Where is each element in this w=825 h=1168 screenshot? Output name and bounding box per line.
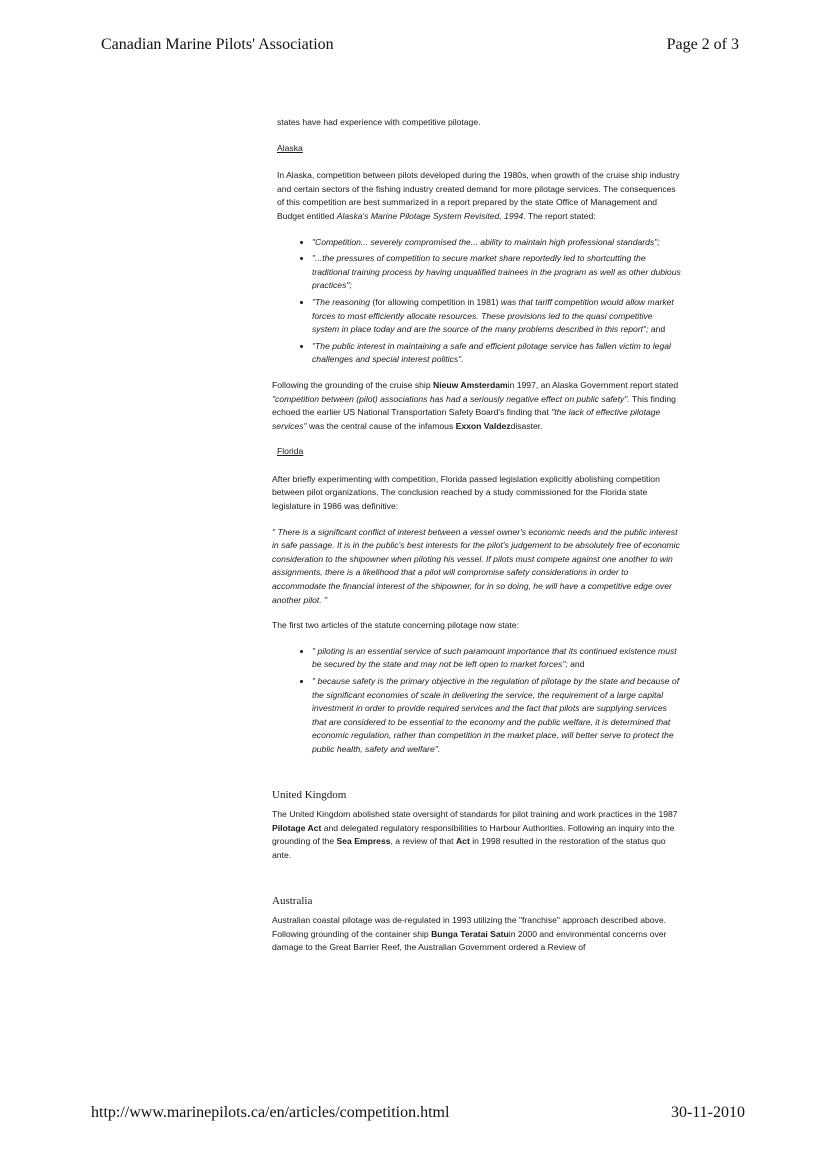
text-run: in 1998 resulted in the restoration of the status quo ante. (272, 836, 666, 860)
act-name: Act (455, 836, 470, 847)
quote-text: was that tariff competition would allow market forces to most efficiently allocate resources. These provisions led to the quasi competitive system in place today and are the source of the many problems described in this report"; (312, 296, 674, 335)
quote-text: " piloting is an essential service of such paramount importance that its continued existence must be secured by the state and may not be left open to market forces"; (312, 645, 677, 670)
section-heading-florida: Florida (277, 446, 304, 457)
list-item (312, 236, 682, 250)
ship-name: Bunga Teratai Satu (431, 928, 509, 939)
act-name: Pilotage Act (272, 822, 322, 833)
list-item (312, 645, 682, 672)
florida-quote (272, 526, 682, 608)
uk-paragraph (272, 808, 682, 862)
quote-text: " because safety is the primary objective in the regulation of pilotage by the state and because of the significant economies of scale in delivering the service, the requirement of a large capital investment in order to provide required services and the fact that pilots are supplying services that are considered to be essential to the economy and the public welfare, it is determined that economic regulation, rather than competition in the market place, will better serve to protect the public health, safety and welfare". (312, 676, 680, 754)
page-url: http://www.marinepilots.ca/en/articles/competition.html (91, 1104, 450, 1121)
section-heading-alaska: Alaska (277, 142, 303, 153)
text-run: , a review of that (390, 836, 456, 847)
text-run: Australian coastal pilotage was de-regulated in 1993 utilizing the "franchise" approach described above. Following grounding of the container ship (272, 915, 667, 939)
text-run: was the central cause of the infamous (306, 420, 456, 431)
text-run: in 2000 and environmental concerns over damage to the Great Barrier Reef, the Australian Government ordered a Review of (272, 928, 667, 953)
ship-name: Nieuw Amsterdam (433, 379, 508, 390)
report-title: Alaska's Marine Pilotage System Revisited, 1994. (336, 210, 526, 221)
alaska-paragraph-1 (277, 169, 682, 223)
quote-text: "The public interest in maintaining a safe and efficient pilotage service has fallen victim to legal challenges and special interest politics". (312, 340, 671, 365)
quote-text: "Competition... severely compromised the... ability to maintain high professional standards"; (312, 236, 660, 247)
quote-text: "The reasoning (312, 296, 370, 307)
text-run: The report stated: (525, 210, 596, 221)
section-heading-australia: Australia (272, 894, 313, 907)
australia-paragraph (272, 914, 682, 955)
text-run: Following the grounding of the cruise ship (272, 379, 433, 390)
text-run: This finding echoed the earlier US National Transportation Safety Board's finding that (272, 393, 676, 418)
quote-text: "the lack of effective pilotage services" (272, 407, 661, 431)
section-heading-uk: United Kingdom (272, 788, 347, 801)
text-run: (for allowing competition in 1981) (370, 296, 501, 307)
article-body (272, 116, 682, 967)
print-date: 30-11-2010 (670, 1104, 745, 1121)
text-run: in 1997, an Alaska Government report stated (507, 379, 679, 390)
ship-name: Sea Empress (336, 836, 391, 847)
ship-name: Exxon Valdez (455, 420, 511, 431)
florida-statute-list (272, 645, 682, 757)
list-item (312, 296, 682, 337)
quote-text: "competition between (pilot) associations has had a seriously negative effect on public safety". (272, 393, 630, 404)
text-run: In Alaska, competition between pilots developed during the 1980s, when growth of the cruise ship industry and certain sectors of the fishing industry created demand for more pilotage services. The consequences of this competition are best summarized in a report prepared by the state Office of Management and Budget entitled (277, 170, 680, 221)
alaska-paragraph-2 (272, 379, 682, 433)
list-item (312, 340, 682, 367)
page-number: Page 2 of 3 (666, 36, 739, 53)
text-run: The United Kingdom abolished state oversight of standards for pilot training and work practices in the 1987 (272, 809, 678, 820)
text-run: and (648, 324, 666, 335)
florida-paragraph-1: After briefly experimenting with competition, Florida passed legislation explicitly abolishing competition between pilot organizations. The conclusion reached by a study commissioned for the Florida state legislature in 1986 was definitive: (272, 473, 660, 512)
list-item (312, 675, 682, 757)
quote-text: "...the pressures of competition to secure market share reportedly led to shortcutting the traditional training process by having unqualified trainees in the program as well as other dubious practices"; (312, 253, 681, 291)
text-run: and delegated regulatory responsibilities to Harbour Authorities. Following an inquiry into the grounding of the (272, 822, 675, 847)
quote-text: " There is a significant conflict of interest between a vessel owner's economic needs and the public interest in safe passage. It is in the public's best interests for the pilot's judgement to be absolutely free of economic consideration to the shipowner when piloting his vessel. If pilots must compete against one another to win assignments, there is a likelihood that a pilot will compromise safety considerations in order to accommodate the financial interest of the shipowner, for in so doing, he will have a competitive edge over another pilot. " (272, 526, 680, 605)
document-title: Canadian Marine Pilots' Association (101, 36, 334, 53)
alaska-quote-list (272, 236, 682, 367)
text-run: and (567, 659, 585, 670)
list-item (312, 252, 682, 293)
intro-line: states have had experience with competitive pilotage. (277, 117, 481, 127)
text-run: disaster. (510, 420, 543, 431)
florida-paragraph-2: The first two articles of the statute concerning pilotage now state: (272, 620, 519, 631)
